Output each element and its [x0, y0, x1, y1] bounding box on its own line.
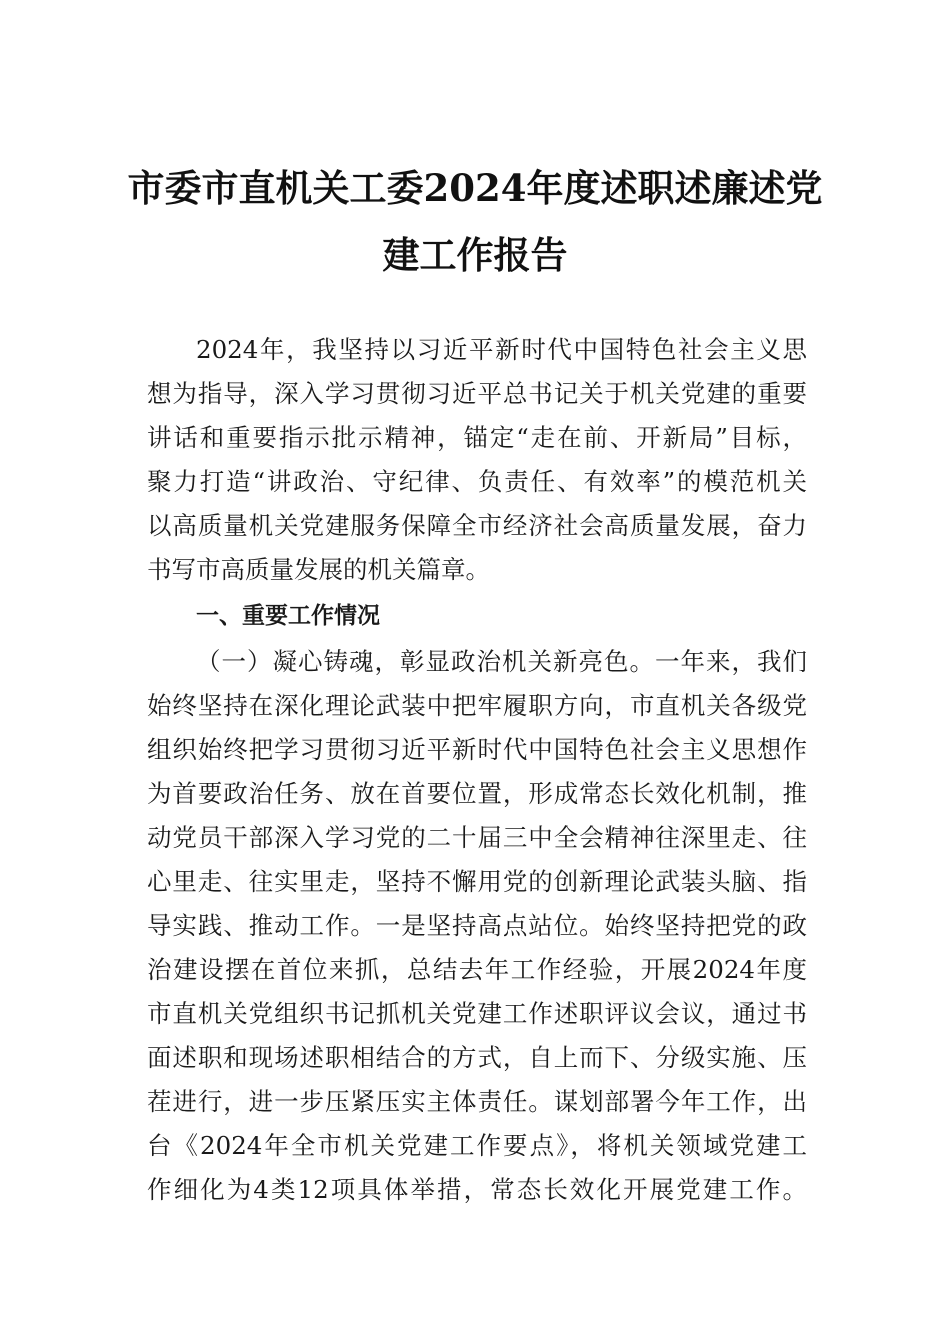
section-heading: 一、重要工作情况	[196, 603, 380, 629]
section1-line-9: 市直机关党组织书记抓机关党建工作述职评议会议，通过书	[147, 999, 807, 1028]
section1-line-13: 作细化为4类12项具体举措，常态长效化开展党建工作。	[147, 1175, 807, 1204]
section1-line-11: 茬进行，进一步压紧压实主体责任。谋划部署今年工作，出	[147, 1087, 807, 1116]
intro-line-6: 书写市高质量发展的机关篇章。	[147, 555, 490, 584]
section1-line-6: 心里走、往实里走，坚持不懈用党的创新理论武装头脑、指	[147, 867, 807, 896]
section1-line-10: 面述职和现场述职相结合的方式，自上而下、分级实施、压	[147, 1043, 807, 1072]
intro-line-5: 以高质量机关党建服务保障全市经济社会高质量发展，奋力	[147, 511, 807, 540]
intro-line-2: 想为指导，深入学习贯彻习近平总书记关于机关党建的重要	[147, 379, 807, 408]
intro-line-4: 聚力打造“讲政治、守纪律、负责任、有效率”的模范机关	[147, 467, 807, 496]
section1-line-12: 台《2024年全市机关党建工作要点》，将机关领域党建工	[147, 1131, 807, 1160]
document-title-line-1: 市委市直机关工委2024年度述职述廉述党	[127, 166, 823, 210]
section1-line-1: （一）凝心铸魂，彰显政治机关新亮色。一年来，我们	[196, 647, 807, 676]
section1-line-3: 组织始终把学习贯彻习近平新时代中国特色社会主义思想作	[147, 735, 807, 764]
section1-line-4: 为首要政治任务、放在首要位置，形成常态长效化机制，推	[147, 779, 807, 808]
section1-line-8: 治建设摆在首位来抓，总结去年工作经验，开展2024年度	[147, 955, 807, 984]
intro-line-1: 2024年，我坚持以习近平新时代中国特色社会主义思	[196, 335, 807, 364]
intro-line-3: 讲话和重要指示批示精神，锚定“走在前、开新局”目标，	[147, 423, 807, 452]
document-title-line-2: 建工作报告	[382, 233, 568, 277]
section1-line-2: 始终坚持在深化理论武装中把牢履职方向，市直机关各级党	[147, 691, 807, 720]
section1-line-7: 导实践、推动工作。一是坚持高点站位。始终坚持把党的政	[147, 911, 807, 940]
section1-line-5: 动党员干部深入学习党的二十届三中全会精神往深里走、往	[147, 823, 807, 852]
